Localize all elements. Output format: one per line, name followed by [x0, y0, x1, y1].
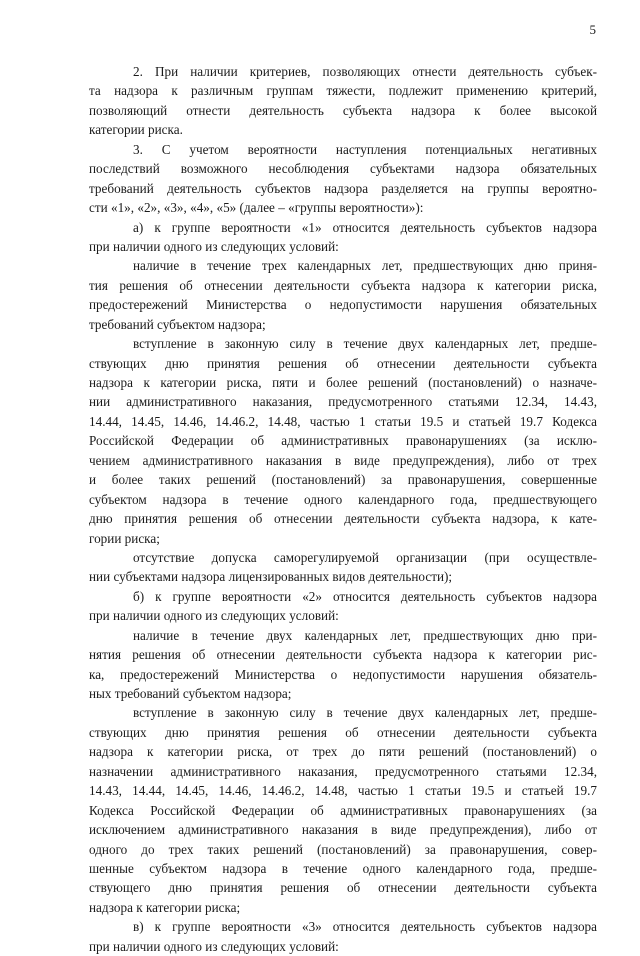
- text-line: ствующих дню принятия решения об отнесении деятельности субъекта: [89, 724, 597, 740]
- text-line: надзора к категории риска, от трех до пяти решений (постановлений) о: [89, 744, 597, 760]
- text-line: при наличии одного из следующих условий:: [89, 238, 339, 254]
- text-line: ствующего дню принятия решения об отнесении деятельности субъекта: [89, 880, 597, 896]
- text-line: субъектом надзора в течение одного календарного года, предшествующего: [89, 491, 597, 507]
- text-line: 3. С учетом вероятности наступления потенциальных негативных: [133, 141, 597, 157]
- text-line: наличие в течение двух календарных лет, предшествующих дню при-: [133, 627, 597, 643]
- text-line: требований субъектом надзора;: [89, 316, 266, 332]
- text-line: последствий возможного несоблюдения субъектами надзора обязательных: [89, 161, 597, 177]
- text-line: назначении административного наказания, предусмотренного статьями 12.34,: [89, 763, 597, 779]
- text-line: категории риска.: [89, 122, 183, 138]
- text-line: нии субъектами надзора лицензированных видов деятельности);: [89, 569, 453, 585]
- text-line: вступление в законную силу в течение двух календарных лет, предше-: [133, 336, 597, 352]
- text-line: б) к группе вероятности «2» относится деятельность субъектов надзора: [133, 588, 597, 604]
- text-line: Кодекса Российской Федерации об административных правонарушениях (за: [89, 802, 597, 818]
- text-line: ных требований субъектом надзора;: [89, 686, 292, 701]
- text-line: наличие в течение трех календарных лет, предшествующих дню приня-: [133, 258, 597, 274]
- text-line: нятия решения об отнесении деятельности субъекта надзора к категории рис-: [89, 647, 597, 663]
- text-line: отсутствие допуска саморегулируемой организации (при осуществле-: [133, 549, 597, 565]
- text-line: та надзора к различным группам тяжести, подлежит применению критерий,: [89, 83, 597, 99]
- text-line: дню принятия решения об отнесении деятельности субъекта надзора, к кате-: [89, 511, 597, 527]
- text-line: надзора к категории риска, пяти и более решений (постановлений) о назначе-: [89, 375, 597, 390]
- text-line: одного до трех таких решений (постановлений) за правонарушения, совер-: [89, 841, 597, 857]
- text-line: ствующих дню принятия решения об отнесении деятельности субъекта: [89, 355, 597, 371]
- text-line: надзора к категории риска;: [89, 899, 241, 915]
- text-line: тия решения об отнесении деятельности субъекта надзора к категории риска,: [89, 277, 597, 293]
- text-line: требований деятельность субъектов надзора разделяется на группы вероятно-: [89, 180, 597, 196]
- text-line: сти «1», «2», «3», «4», «5» (далее – «группы вероятности»):: [89, 200, 424, 216]
- document-body: [89, 62, 597, 956]
- text-line: нии административного наказания, предусмотренного статьями 12.34, 14.43,: [89, 394, 597, 410]
- text-line: исключением административного наказания в виде предупреждения), либо от: [89, 822, 597, 838]
- text-line: при наличии одного из следующих условий:: [89, 608, 339, 624]
- text-line: а) к группе вероятности «1» относится деятельность субъектов надзора: [133, 219, 597, 235]
- text-line: 14.43, 14.44, 14.45, 14.46, 14.46.2, 14.48, частью 1 статьи 19.5 и статьей 19.7: [89, 783, 597, 799]
- text-line: гории риска;: [89, 530, 160, 546]
- text-line: в) к группе вероятности «3» относится деятельность субъектов надзора: [133, 919, 597, 935]
- text-line: вступление в законную силу в течение двух календарных лет, предше-: [133, 705, 597, 721]
- text-line: шенные субъектом надзора в течение одного календарного года, предше-: [89, 860, 597, 876]
- text-line: и более таких решений (постановлений) за правонарушения, совершенные: [89, 472, 597, 488]
- page-number: 5: [589, 22, 596, 37]
- text-line: 2. При наличии критериев, позволяющих отнести деятельность субъек-: [133, 64, 597, 79]
- text-line: предостережений Министерства о недопустимости нарушения обязательных: [89, 297, 597, 313]
- text-line: позволяющий отнести деятельность субъекта надзора к более высокой: [89, 102, 597, 118]
- text-line: ка, предостережений Министерства о недопустимости нарушения обязатель-: [89, 666, 597, 682]
- text-line: Российской Федерации об административных правонарушениях (за исклю-: [89, 433, 597, 449]
- text-line: чением административного наказания в виде предупреждения), либо от трех: [89, 452, 597, 468]
- text-line: 14.44, 14.45, 14.46, 14.46.2, 14.48, частью 1 статьи 19.5 и статьей 19.7 Кодекса: [89, 413, 597, 429]
- text-line: при наличии одного из следующих условий:: [89, 938, 339, 954]
